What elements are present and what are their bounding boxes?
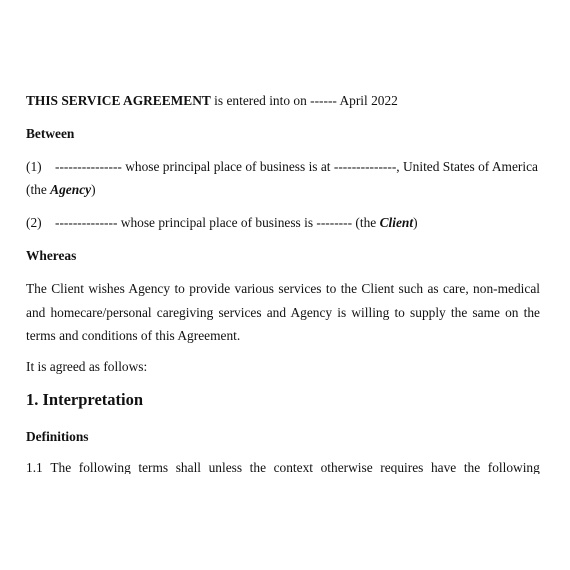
clause-word: shall [175, 460, 202, 474]
whereas-heading: Whereas [26, 248, 77, 263]
clause-word: requires [380, 460, 424, 474]
party-2-name: Client [379, 215, 414, 230]
party-1-designation [26, 180, 96, 200]
section-heading: 1. Interpretation [26, 390, 144, 409]
clause-word: The [50, 460, 72, 474]
clause-1-1 [26, 458, 540, 474]
clause-word: the [249, 460, 267, 474]
clause-word: following [78, 460, 131, 474]
clause-word: 1.1 [26, 460, 43, 474]
party-1-paren-open: (the [26, 182, 51, 197]
between-heading: Between [26, 126, 75, 141]
party-1-paren-close: ) [91, 182, 96, 197]
party-2-line [26, 213, 418, 233]
clause-word: unless [208, 460, 243, 474]
party-1-text: --------------- whose principal place of business is at --------------, United States of America [55, 159, 538, 174]
clause-word: otherwise [320, 460, 373, 474]
agreement-title: THIS SERVICE AGREEMENT [26, 93, 211, 108]
whereas-paragraph: The Client wishes Agency to provide various services to the Client such as care, non-medical and homecare/personal caregiving services and Agency is willing to supply the same on the terms and conditions of this Agreement. [26, 281, 540, 343]
clause-word: context [273, 460, 314, 474]
clause-word: following [487, 460, 540, 474]
clause-1-1-words [26, 458, 540, 474]
party-2-paren-close: ) [413, 215, 418, 230]
clause-word: have [430, 460, 457, 474]
party-1-line [26, 157, 538, 177]
agreed-line: It is agreed as follows: [26, 359, 148, 374]
intro-text: is entered into on ------ April 2022 [210, 93, 398, 108]
clause-word: terms [138, 460, 169, 474]
party-1-name: Agency [50, 182, 92, 197]
definitions-heading: Definitions [26, 429, 89, 444]
party-2-number: (2) [26, 215, 42, 230]
intro-line [26, 91, 398, 111]
clause-word: the [463, 460, 481, 474]
party-2-text: -------------- whose principal place of business is -------- (the [55, 215, 380, 230]
party-1-number: (1) [26, 159, 42, 174]
